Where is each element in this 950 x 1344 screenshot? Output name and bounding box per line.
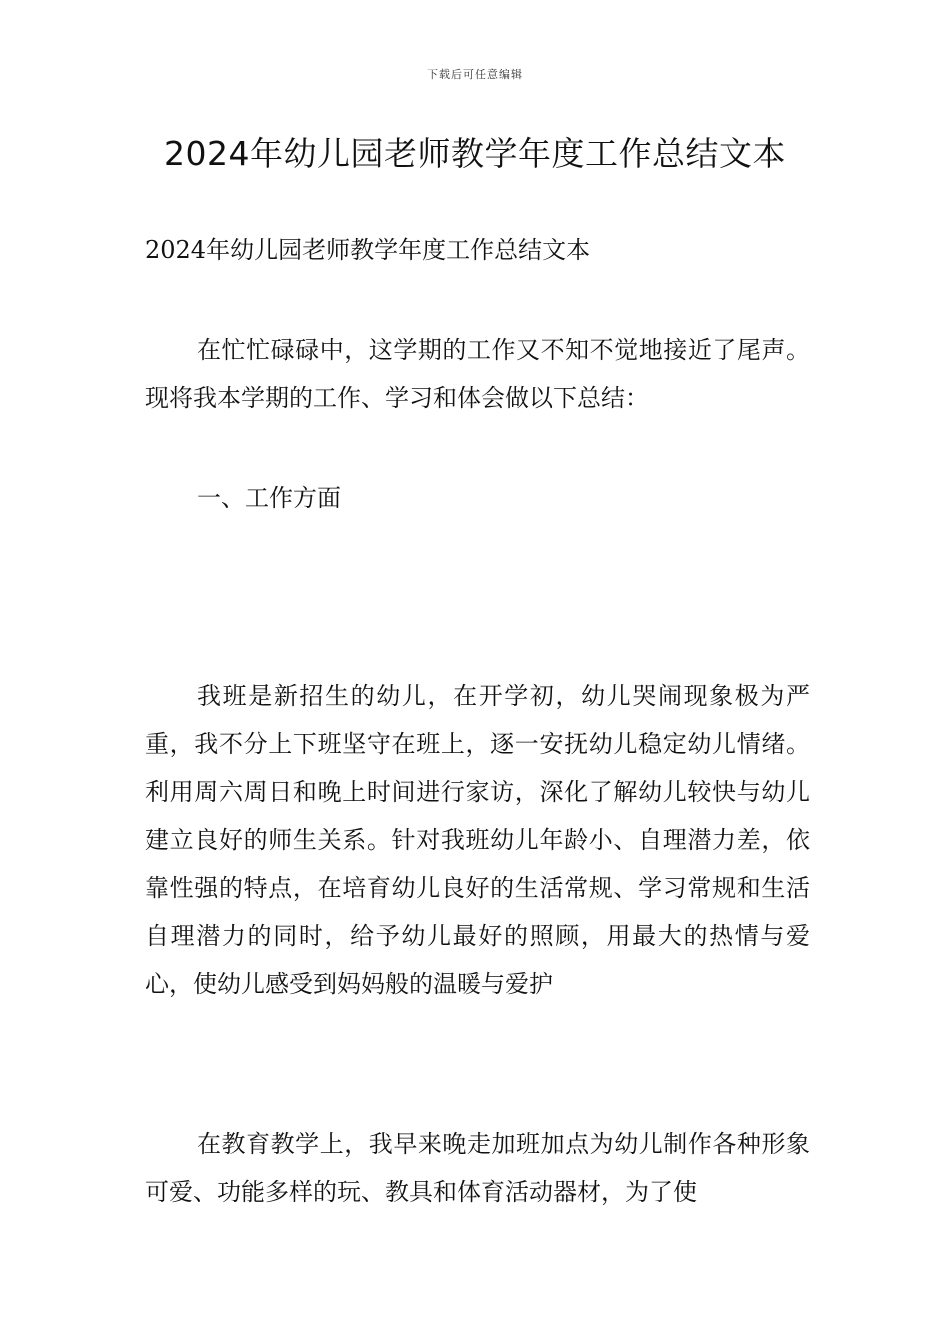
body-paragraph-2 [145, 1120, 810, 1216]
body-paragraph-1 [145, 672, 810, 1008]
intro-paragraph [145, 326, 810, 422]
document-subtitle: 2024年幼儿园老师教学年度工作总结文本 [145, 236, 591, 264]
section-heading-work [145, 474, 810, 522]
header-note: 下载后可任意编辑 [427, 68, 523, 81]
section-heading-text: 一、工作方面 [197, 484, 341, 512]
paragraph-text: 在教育教学上，我早来晚走加班加点为幼儿制作各种形象可爱、功能多样的玩、教具和体育活动器材，为了使 [145, 1130, 810, 1206]
intro-text: 在忙忙碌碌中，这学期的工作又不知不觉地接近了尾声。现将我本学期的工作、学习和体会做以下总结： [145, 336, 810, 412]
document-title: 2024年幼儿园老师教学年度工作总结文本 [164, 134, 786, 173]
paragraph-text: 我班是新招生的幼儿，在开学初，幼儿哭闹现象极为严重，我不分上下班坚守在班上，逐一安抚幼儿稳定幼儿情绪。利用周六周日和晚上时间进行家访，深化了解幼儿较快与幼儿建立良好的师生关系。针对我班幼儿年龄小、自理潜力差，依靠性强的特点，在培育幼儿良好的生活常规、学习常规和生活自理潜力的同时，给予幼儿最好的照顾，用最大的热情与爱心，使幼儿感受到妈妈般的温暖与爱护 [145, 682, 810, 998]
